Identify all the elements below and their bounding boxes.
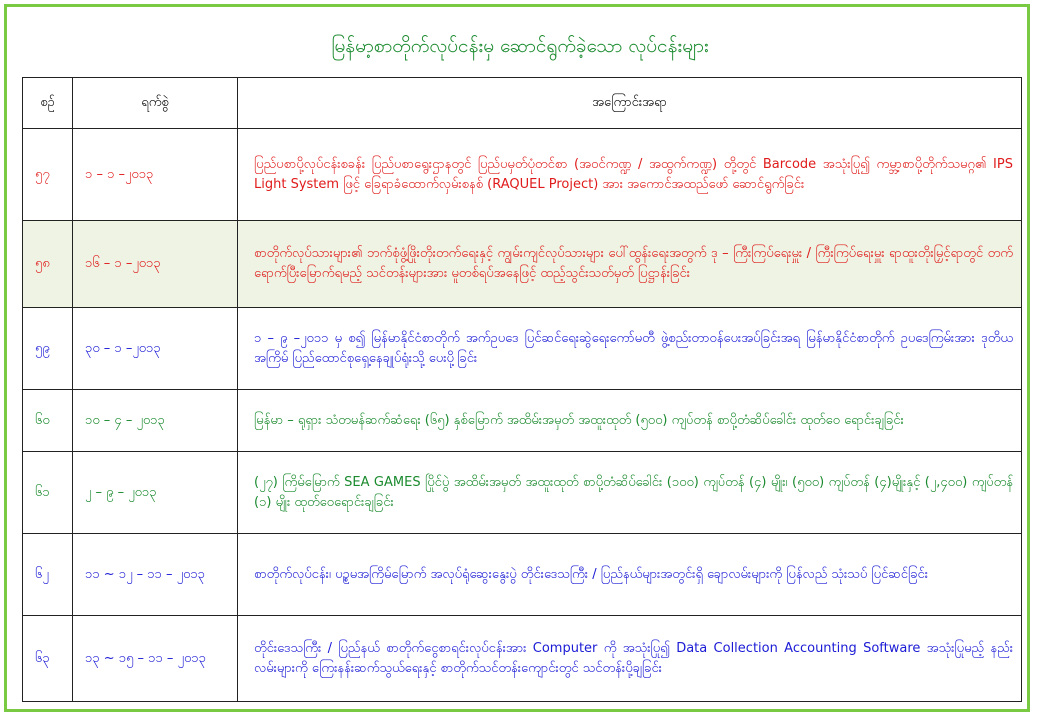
header-description: အကြောင်းအရာ bbox=[238, 78, 1022, 129]
table-row bbox=[23, 129, 1022, 221]
row-description: စာတိုက်လုပ်ငန်း၊ ပဉ္စမအကြိမ်မြောက် အလုပ်ရုံဆွေးနွေးပွဲ တိုင်းဒေသကြီး / ပြည်နယ်များအတွင်းရှိ ချောလမ်းများကို ပြန်လည် သုံးသပ် ပြင်ဆင်ခြင်း bbox=[238, 534, 1022, 616]
row-date: ၂ – ၉ – ၂၀၁၃ bbox=[73, 452, 238, 534]
row-description: ၁ – ၉ –၂၀၁၁ မှ စ၍ မြန်မာနိုင်ငံစာတိုက် အက်ဥပဒေ ပြင်ဆင်ရေးဆွဲရေးကော်မတီ ဖွဲ့စည်းတာဝန်ပေးအပ်ခြင်းအရ မြန်မာနိုင်ငံစာတိုက် ဥပဒေကြမ်းအား ဒုတိယအကြိမ် ပြည်ထောင်စုရှေ့နေချုပ်ရုံးသို့ ပေးပို့ခြင်း bbox=[238, 308, 1022, 390]
activities-table bbox=[22, 77, 1022, 702]
row-date: ၁၁ ~ ၁၂ – ၁၁ – ၂၀၁၃ bbox=[73, 534, 238, 616]
table-row bbox=[23, 221, 1022, 308]
table-row bbox=[23, 534, 1022, 616]
table-row bbox=[23, 452, 1022, 534]
row-number: ၅၈ bbox=[23, 221, 73, 308]
page-title: မြန်မာ့စာတိုက်လုပ်ငန်းမှ ဆောင်ရွက်ခဲ့သော လုပ်ငန်းများ bbox=[331, 35, 709, 57]
table-row bbox=[23, 308, 1022, 390]
row-number: ၆၀ bbox=[23, 390, 73, 452]
row-date: ၁ – ၁ –၂၀၁၃ bbox=[73, 129, 238, 221]
table-header-row bbox=[23, 78, 1022, 129]
row-description: ပြည်ပစာပို့လုပ်ငန်းစခန်း ပြည်ပစာရွေးဌာနတွင် ပြည်ပမှတ်ပုံတင်စာ (အဝင်ကဏ္ဍ / အထွက်ကဏ္ဍ) တို့တွင် Barcode အသုံးပြု၍ ကမ္ဘာ့စာပို့တိုက်သမဂ္ဂ၏ IPS Light System ဖြင့် ခြေရာခံထောက်လှမ်းစနစ် (RAQUEL Project) အား အကောင်အထည်ဖော် ဆောင်ရွက်ခြင်း bbox=[238, 129, 1022, 221]
row-number: ၆၂ bbox=[23, 534, 73, 616]
row-description: (၂၇) ကြိမ်မြောက် SEA GAMES ပြိုင်ပွဲ အထိမ်းအမှတ် အထူးထုတ် စာပို့တံဆိပ်ခေါင်း (၁၀၀) ကျပ်တန် (၄) မျိုး၊ (၅၀၀) ကျပ်တန် (၄)မျိုးနှင့် (၂,၄၀၀) ကျပ်တန် (၁) မျိုး ထုတ်ဝေရောင်းချခြင်း bbox=[238, 452, 1022, 534]
row-number: ၅၉ bbox=[23, 308, 73, 390]
row-date: ၁၃ ~ ၁၅ – ၁၁ – ၂၀၁၃ bbox=[73, 616, 238, 702]
header-date: ရက်စွဲ bbox=[73, 78, 238, 129]
header-no: စဉ် bbox=[23, 78, 73, 129]
row-number: ၆၁ bbox=[23, 452, 73, 534]
row-date: ၁၆ – ၁ –၂၀၁၃ bbox=[73, 221, 238, 308]
row-date: ၁၀ – ၄ – ၂၀၁၃ bbox=[73, 390, 238, 452]
table-row bbox=[23, 390, 1022, 452]
row-date: ၃၀ – ၁ –၂၀၁၃ bbox=[73, 308, 238, 390]
row-number: ၆၃ bbox=[23, 616, 73, 702]
row-description: စာတိုက်လုပ်သားများ၏ ဘက်စုံဖွံ့ဖြိုးတိုးတက်ရေးနှင့် ကျွမ်းကျင်လုပ်သားများ ပေါ်ထွန်းရေးအတွက် ဒု – ကြီးကြပ်ရေးမှူး / ကြီးကြပ်ရေးမှူး ရာထူးတိုးမြှင့်ရာတွင် တက်ရောက်ပြီးမြောက်ရမည့် သင်တန်းများအား မူတစ်ရပ်အနေဖြင့် ထည့်သွင်းသတ်မှတ် ပြဋ္ဌာန်းခြင်း bbox=[238, 221, 1022, 308]
row-description: မြန်မာ – ရုရှား သံတမန်ဆက်ဆံရေး (၆၅) နှစ်မြောက် အထိမ်းအမှတ် အထူးထုတ် (၅၀၀) ကျပ်တန် စာပို့တံဆိပ်ခေါင်း ထုတ်ဝေ ရောင်းချခြင်း bbox=[238, 390, 1022, 452]
row-number: ၅၇ bbox=[23, 129, 73, 221]
row-description: တိုင်းဒေသကြီး / ပြည်နယ် စာတိုက်ငွေစာရင်းလုပ်ငန်းအား Computer ကို အသုံးပြု၍ Data Collection Accounting Software အသုံးပြုမည့် နည်းလမ်းများကို ကြေးနန်းဆက်သွယ်ရေးနှင့် စာတိုက်သင်တန်းကျောင်းတွင် သင်တန်းပို့ချခြင်း bbox=[238, 616, 1022, 702]
table-row bbox=[23, 616, 1022, 702]
